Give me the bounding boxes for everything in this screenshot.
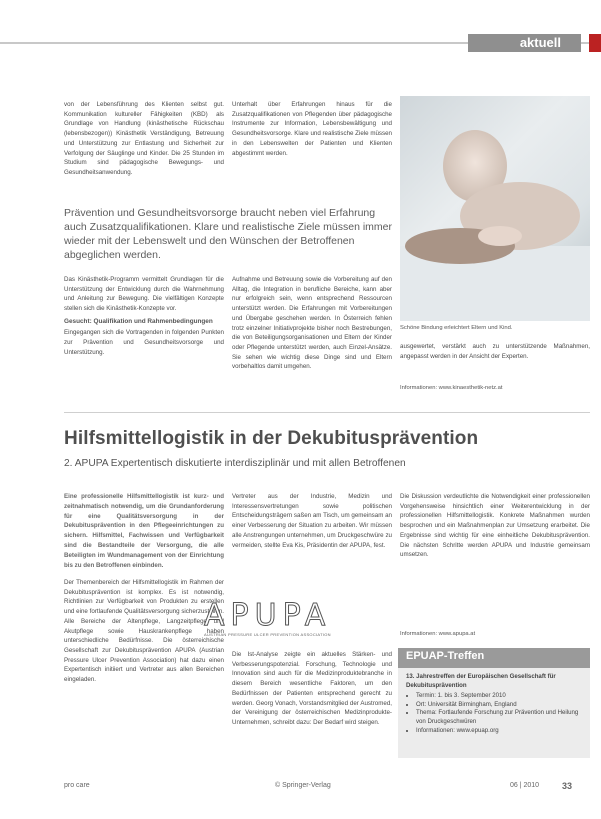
top-subhead: Gesucht: Qualifikation und Rahmenbedingungen: [64, 317, 213, 325]
logo-subtitle: AUSTRIAN PRESSURE ULCER PREVENTION ASSOCIATION: [204, 632, 331, 637]
divider: [64, 412, 590, 413]
header-bar: [0, 34, 601, 52]
info-box-item: • Thema: Fortlaufende Forschung zur Prävention und Heilung von Druckgeschwüren: [416, 709, 582, 726]
footer-page-number: 33: [562, 781, 573, 791]
baby-photo-illustration: [400, 96, 590, 321]
logo-wordmark: APUPA: [204, 598, 332, 633]
info-box-list: [398, 692, 590, 735]
page-footer: [0, 782, 601, 802]
info-box-title: EPUAP-Treffen: [406, 650, 485, 662]
info-box: [398, 668, 590, 758]
edge-marker: [589, 34, 601, 52]
top-col1-body: Das Kinästhetik-Programm vermittelt Grundlagen für die Unterstützung der Entwicklung durch die Wahrnehmung und Anleitung zur Bewegung. Die vielfältigen Konzepte stellen sich die Kinästhetik-Konzepte vor. Gesucht: Qualifikation und Rahmenbedingungen Eingegangen sich die Vortragenden in folgenden Punkten zur Prävention und Gesundheitsvorsorge und Unterstützung.: [64, 276, 224, 356]
footer-issue: 06 | 2010: [510, 782, 540, 789]
info-box-item: • Ort: Universität Birmingham, England: [416, 701, 582, 710]
article-info-line: Informationen: www.apupa.at: [400, 631, 476, 637]
photo-caption: Schöne Bindung erleichtert Eltern und Kind.: [400, 325, 513, 331]
apupa-logo: [204, 600, 356, 644]
info-box-heading: 13. Jahrestreffen der Europäischen Gesellschaft für Dekubitusprävention: [406, 673, 556, 689]
top-col1-para1: von der Lebensführung des Klienten selbst gut. Kommunikation kultureller Fähigkeiten (KBD) als Grundlage von Handlung (kinästhetische Rückschau (lebensbezogen)) Kinästhetik Verständigung, Betreuung und Unterstützung zur Entlastung und Sicherheit zur Verfolgung der Säuglinge und Kinder. Die 25 Stunden im Studium sind pädagogische Bewegungs- und Gesundheitsanwendung.: [64, 101, 224, 176]
top-col3-text: ausgewertet, verstärkt auch zu unterstützende Maßnahmen, angepasst werden in der Ansicht der Experten.: [400, 343, 590, 360]
article-col2-bottom: Die Ist-Analyse zeigte ein aktuelles Stärken- und Verbesserungspotenzial. Forschung, Technologie und Innovation sind auch für die Medizinproduktebranche in diesem Bereich wesentliche Faktoren, um den Bedürfnissen der Patienten entsprechend gerecht zu werden. Georg Vonach, Vorstandsmitglied der Austromed, der Vereinigung der österreichischen Medizinprodukte-Unternehmen, schreibt dazu: Der Bedarf wird steigen.: [232, 651, 392, 726]
pull-quote: Prävention und Gesundheitsvorsorge braucht neben viel Erfahrung auch Zusatzqualifikationen. Klare und realistische Ziele müssen immer wieder mit der Lebenswelt und den Wünschen der Betroffenen abgeglichen werden.: [64, 207, 392, 261]
info-box-item: • Termin: 1. bis 3. September 2010: [416, 692, 582, 701]
article-lead: Eine professionelle Hilfsmittellogistik ist kurz- und zeitnahmatisch notwendig, um die Grundanforderung für eine Qualitätsversorgung in der Dekubitusprävention in den Pflegeeinrichtungen zu sichern. Hilfsmittel, Fachwissen und Verfügbarkeit sind die Bestandteile der Versorgung, die alle Beteiligten im Wundmanagement von der Einrichtung bis zu den Betroffenen einbinden.: [64, 493, 224, 569]
footer-publication: pro care: [64, 782, 90, 789]
footer-publisher: © Springer-Verlag: [275, 782, 331, 789]
info-box-title-bar: [398, 648, 590, 668]
info-box-item: • Informationen: www.epuap.org: [416, 727, 582, 736]
section-label: aktuell: [519, 35, 561, 50]
section-tab: [468, 34, 581, 52]
article-headline: Hilfsmittellogistik in der Dekubitusprävention: [64, 428, 479, 449]
article-col2-top: Vertreter aus der Industrie, Medizin und Interessensvertretungen sowie politischen Entscheidungsträgern saßen am Tisch, um gemeinsam an einer Verbesserung der Situation zu arbeiten. Wir müssen alle Anstrengungen unternehmen, um Druckgeschwüre zu vermeiden, stellte Eva Kis, Präsidentin der APUPA, fest.: [232, 493, 392, 549]
baby-photo: [400, 96, 590, 321]
top-col2-para1: Unterhalt über Erfahrungen hinaus für die Zusatzqualifikationen von Pflegenden über pädagogische Instrumente zur Information, Lebensbewältigung und Gesundheitsvorsorge. Klare und realistische Ziele müssen in den Lebenswelten der Patienten und Klienten abgestimmt werden.: [232, 101, 392, 157]
article-deck: 2. APUPA Expertentisch diskutierte interdisziplinär und mit allen Betroffenen: [64, 458, 406, 469]
top-col2-body: Aufnahme und Betreuung sowie die Vorbereitung auf den Alltag, die Integration in berufliche Bereiche, kann aber nur erfolgreich sein, wenn entsprechend Ressourcen unterstützt werden. Die Erfahrungen mit Vorbereitungen und Übergabe geschehen werden. In Österreich fehlen trotz einzelner Initiativprojekte bisher noch Bestrebungen, die von Beteiligungsorganisationen und Eltern der Kinder oder Pflegende unterstützt werden, auch Einzel-Ansätze. Sie sehen wie wichtig diese Dinge sind und Eltern vorbehaltlos damit umgehen.: [232, 276, 392, 371]
article-col3-top: Die Diskussion verdeutlichte die Notwendigkeit einer professionellen Vorgehensweise hinsichtlich einer Weiterentwicklung in der professionellen Hilfsmittellogistik. Konkrete Maßnahmen wurden besprochen und ein Maßnahmenplan zur Umsetzung erarbeitet. Die Ergebnisse sind wichtig für eine einheitliche Dekubitusprävention. Die nächsten Schritte werden APUPA und Industrie gemeinsam umsetzen.: [400, 493, 590, 559]
article-col1-body: Der Themenbereich der Hilfsmittellogistik im Rahmen der Dekubitusprävention ist komplex. Es ist notwendig, Richtlinien zur Verfügbarkeit von Produkten zu erstellen und eine fortlaufende Qualitätsversorgung sicherzustellen. Alle Bereiche der Altenpflege, Langzeitpflege und Akutpflege sowie Hauskrankenpflege haben unterschiedliche Bedürfnisse. Die österreichische Gesellschaft zur Dekubitusprävention APUPA (Austrian Pressure Ulcer Prevention Association) hat dazu einen Expertentisch initiiert und Vertreter aus allen Bereichen eingeladen.: [64, 579, 224, 684]
top-info-line: Informationen: www.kinaesthetik-netz.at: [400, 385, 503, 391]
